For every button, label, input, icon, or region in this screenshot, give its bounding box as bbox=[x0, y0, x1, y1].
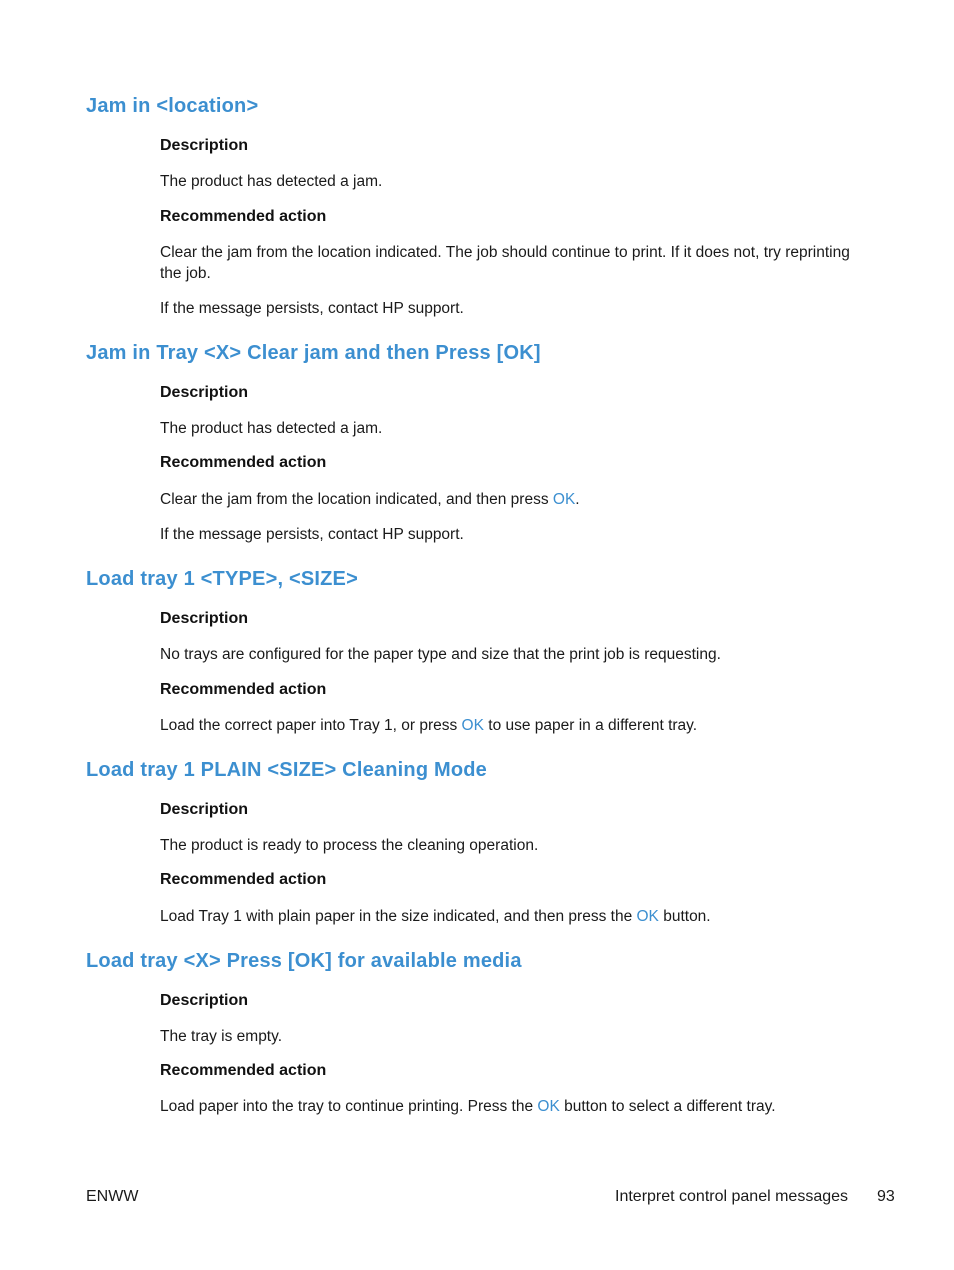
footer-chapter-title: Interpret control panel messages bbox=[615, 1188, 849, 1205]
page-number: 93 bbox=[877, 1188, 895, 1205]
ok-button-reference: OK bbox=[636, 908, 659, 925]
description-text: The product has detected a jam. bbox=[160, 173, 383, 190]
description-label: Description bbox=[160, 801, 249, 818]
recommended-action-label: Recommended action bbox=[160, 208, 327, 225]
description-text: The product is ready to process the cleaning operation. bbox=[160, 837, 539, 854]
recommended-action-label: Recommended action bbox=[160, 871, 327, 888]
description-label: Description bbox=[160, 610, 249, 627]
recommended-action-label: Recommended action bbox=[160, 454, 327, 471]
section-heading-jam-location: Jam in <location> bbox=[86, 95, 259, 117]
action-text bbox=[160, 906, 872, 927]
section-heading-load-tray-type-size: Load tray 1 <TYPE>, <SIZE> bbox=[86, 568, 358, 590]
description-text: The tray is empty. bbox=[160, 1028, 283, 1045]
action-text-before: Load paper into the tray to continue printing. Press the bbox=[160, 1098, 538, 1115]
description-label: Description bbox=[160, 137, 249, 154]
description-text: The product has detected a jam. bbox=[160, 420, 383, 437]
ok-button-reference: OK bbox=[537, 1098, 560, 1115]
action-text bbox=[160, 715, 872, 736]
extra-text: If the message persists, contact HP support. bbox=[160, 300, 464, 317]
action-text-before: Load Tray 1 with plain paper in the size indicated, and then press the bbox=[160, 908, 637, 925]
ok-button-reference: OK bbox=[461, 717, 484, 734]
section-heading-cleaning-mode: Load tray 1 PLAIN <SIZE> Cleaning Mode bbox=[86, 759, 488, 781]
recommended-action-label: Recommended action bbox=[160, 1062, 327, 1079]
footer-edition: ENWW bbox=[86, 1188, 139, 1205]
action-text-before: Clear the jam from the location indicated, and then press bbox=[160, 491, 553, 508]
description-label: Description bbox=[160, 992, 249, 1009]
description-label: Description bbox=[160, 384, 249, 401]
section-heading-load-tray-media: Load tray <X> Press [OK] for available media bbox=[86, 950, 522, 972]
action-text bbox=[160, 1096, 872, 1117]
recommended-action-label: Recommended action bbox=[160, 681, 327, 698]
action-text-after: . bbox=[575, 491, 580, 508]
action-text: Clear the jam from the location indicated. The job should continue to print. If it does not, try reprinting the job. bbox=[160, 244, 850, 282]
section-heading-jam-tray: Jam in Tray <X> Clear jam and then Press [OK] bbox=[86, 342, 541, 364]
description-text: No trays are configured for the paper type and size that the print job is requesting. bbox=[160, 646, 721, 663]
action-text-after: button to select a different tray. bbox=[559, 1098, 776, 1115]
action-text-after: to use paper in a different tray. bbox=[483, 717, 698, 734]
extra-text: If the message persists, contact HP support. bbox=[160, 526, 464, 543]
action-text bbox=[160, 489, 872, 510]
ok-button-reference: OK bbox=[552, 491, 576, 508]
action-text-after: button. bbox=[658, 908, 711, 925]
action-text-before: Load the correct paper into Tray 1, or press bbox=[160, 717, 462, 734]
